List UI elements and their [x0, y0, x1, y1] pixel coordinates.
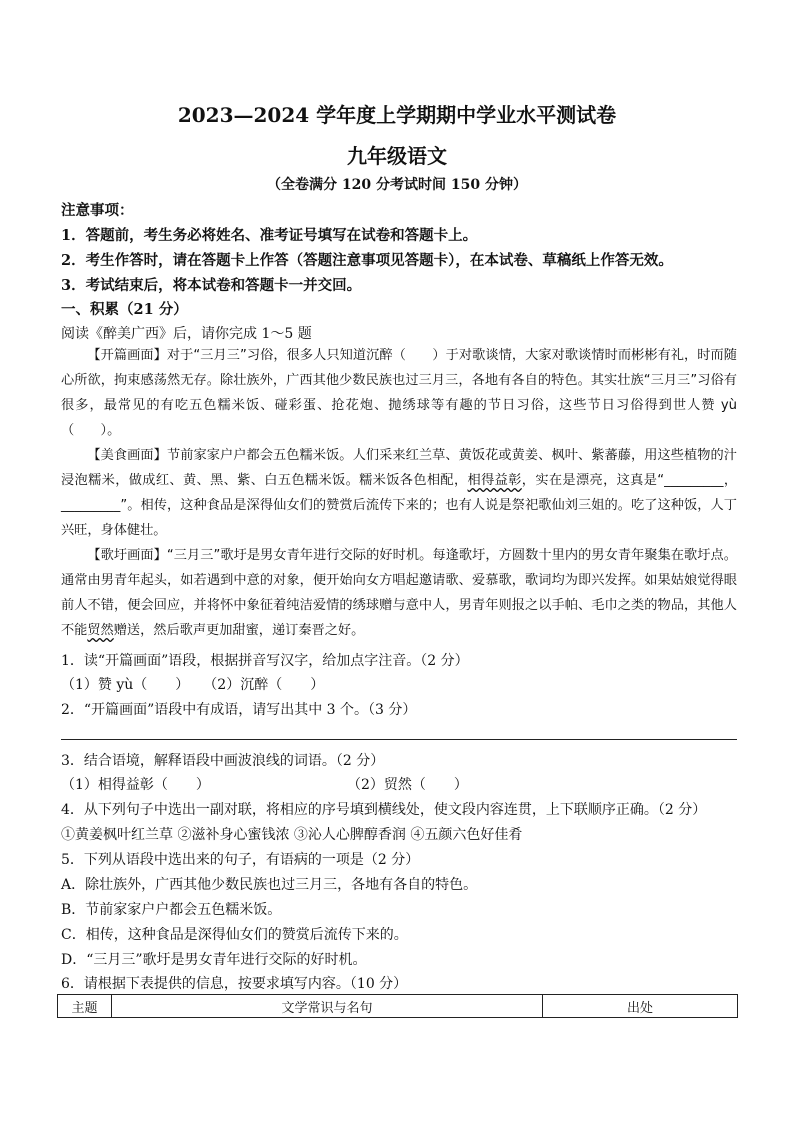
passage-p2-part-a: 【美食画面】节前家家户户都会五色糯米饭。人们采来红兰草、黄饭花或黄姜、枫叶、紫蕃藤，用这些植物的汁浸泡糯米，做成红、黄、黑、紫、白五色糯米饭。糯米饭各色相配，: [61, 448, 737, 488]
notice-heading: 注意事项：: [61, 202, 134, 219]
question-1: 1．读“开篇画面”语段，根据拼音写汉字，给加点字注音。（2 分）: [61, 653, 469, 669]
question-4: 4．从下列句子中选出一副对联，将相应的序号填到横线处，使文段内容连贯，上下联顺序正确。（2 分）: [61, 802, 707, 818]
info-table: [57, 994, 738, 1018]
answer-line: [61, 739, 737, 740]
passage-paragraph-2: [61, 443, 737, 543]
passage-p2-part-b: ，实在是漂亮，这真是“_________，_________”。相传，这种食品是深得仙女们的赞赏后流传下来的；也有人说是祭祀歌仙刘三姐的。吃了这种饭，人丁兴旺，身体健壮。: [61, 473, 738, 538]
table-header-theme: 主题: [58, 995, 112, 1018]
question-3-sub-1: （1）相得益彰（ ）: [61, 777, 210, 793]
exam-subject: 九年级语文: [347, 144, 447, 168]
reading-passage: [61, 343, 737, 643]
passage-p3-part-a: 【歌圩画面】“三月三”歌圩是男女青年进行交际的好时机。每逢歌圩，方圆数十里内的男女青年聚集在歌圩点。通常由男青年起头，如若遇到中意的对象，便开始向女方唱起邀请歌、爱慕歌，歌词均为即兴发挥。如果姑娘觉得眼前人不错，便会回应，并将怀中象征着纯洁爱情的绣球赠与意中人，男青年则报之以手帕、毛巾之类的物品，其他人不能: [61, 548, 737, 638]
question-3-sub-2: （2）贸然（ ）: [347, 777, 468, 793]
question-5-option-a: A．除壮族外，广西其他少数民族也过三月三，各地有各自的特色。: [61, 877, 478, 893]
notice-item-1: 1．答题前，考生务必将姓名、准考证号填写在试卷和答题卡上。: [61, 227, 478, 244]
section-heading: 一、积累（21 分）: [61, 301, 188, 318]
table-header-row: [58, 995, 738, 1018]
question-5: 5．下列从语段中选出来的句子，有语病的一项是（2 分）: [61, 852, 420, 868]
notice-item-3: 3．考试结束后，将本试卷和答题卡一并交回。: [61, 277, 362, 294]
question-6: 6．请根据下表提供的信息，按要求填写内容。（10 分）: [61, 976, 408, 992]
question-5-option-c: C．相传，这种食品是深得仙女们的赞赏后流传下来的。: [61, 927, 408, 943]
question-5-option-b: B．节前家家户户都会五色糯米饭。: [61, 902, 282, 918]
question-3: 3．结合语境，解释语段中画波浪线的词语。（2 分）: [61, 753, 385, 769]
passage-paragraph-3: [61, 543, 737, 643]
table-header-source: 出处: [543, 995, 738, 1018]
notice-item-2: 2．考生作答时，请在答题卡上作答（答题注意事项见答题卡），在本试卷、草稿纸上作答无效。: [61, 252, 673, 269]
exam-title: 2023—2024 学年度上学期期中学业水平测试卷: [177, 103, 617, 127]
table-header-literature: 文学常识与名句: [112, 995, 543, 1018]
question-5-option-d: D．“三月三”歌圩是男女青年进行交际的好时机。: [61, 952, 367, 968]
question-4-options: ①黄姜枫叶红兰草 ②滋补身心蜜钱浓 ③沁人心脾醇香润 ④五颜六色好佳肴: [61, 827, 523, 843]
question-1-sub: （1）赞 yù（ ） （2）沉醉（ ）: [61, 677, 325, 693]
wavy-word-2: 贸然: [87, 623, 114, 638]
question-2: 2．“开篇画面”语段中有成语，请写出其中 3 个。（3 分）: [61, 702, 417, 718]
passage-p3-part-b: 赠送，然后歌声更加甜蜜，递订秦晋之好。: [113, 623, 365, 638]
reading-intro: 阅读《醉美广西》后，请你完成 1～5 题: [61, 326, 312, 342]
exam-score-note: （全卷满分 120 分考试时间 150 分钟）: [267, 177, 527, 193]
passage-paragraph-1: 【开篇画面】对于“三月三”习俗，很多人只知道沉醉（ ）于对歌谈情，大家对歌谈情时而彬彬有礼，时而随心所欲，拘束感荡然无存。除壮族外，广西其他少数民族也过三月三，各地有各自的特色。其实壮族“三月三”习俗有很多，最常见的有吃五色糯米饭、碰彩蛋、抢花炮、抛绣球等有趣的节日习俗，这些节日习俗得到世人赞 yù（ ）。: [61, 348, 737, 438]
wavy-word-1: 相得益彰: [467, 473, 522, 488]
